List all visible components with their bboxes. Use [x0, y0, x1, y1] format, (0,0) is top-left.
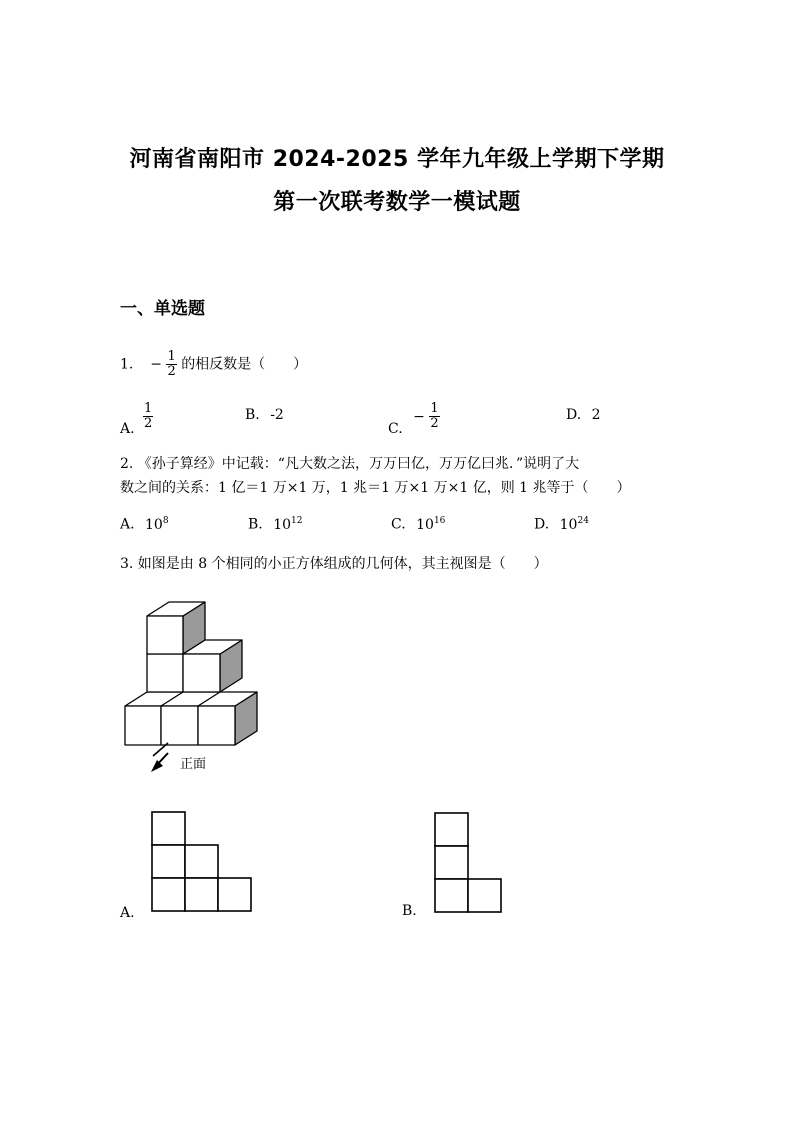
- q2-option-d: [534, 516, 589, 533]
- title-line-2: 第一次联考数学一模试题: [273, 190, 521, 215]
- q3-option-a-figure: [150, 810, 254, 914]
- q3-option-a-label: A.: [120, 905, 135, 921]
- cube-front-top: [147, 616, 183, 654]
- option-base: 10: [416, 516, 434, 533]
- minus-sign: −: [413, 408, 425, 425]
- question-1: [120, 350, 307, 379]
- cube-front-middle-2: [183, 654, 220, 692]
- question-text: 的相反数是（ ）: [181, 356, 308, 373]
- option-label: B.: [245, 407, 260, 423]
- fraction-denominator: 2: [144, 416, 153, 431]
- option-base: 10: [145, 516, 163, 533]
- option-label: C.: [388, 420, 403, 437]
- option-fraction: [143, 402, 153, 431]
- title-line-1: 河南省南阳市 2024-2025 学年九年级上学期下学期: [129, 147, 665, 172]
- fraction-numerator: 1: [167, 349, 176, 364]
- front-label: 正面: [180, 757, 207, 772]
- fraction-numerator: 1: [144, 401, 153, 416]
- question-line-2: 数之间的关系：1 亿＝1 万×1 万，1 兆＝1 万×1 万×1 亿，则 1 兆等于（ ）: [120, 480, 631, 496]
- option-label: C.: [391, 516, 406, 533]
- fraction-denominator: 2: [167, 364, 176, 379]
- option-exponent: 16: [433, 516, 446, 526]
- fraction-numerator: 1: [430, 401, 439, 416]
- q3-option-b-figure: [433, 811, 505, 915]
- question-number: 1.: [120, 356, 134, 373]
- q1-option-c: [388, 401, 440, 437]
- option-exponent: 8: [162, 516, 169, 526]
- question-line-1: 2. 《孙子算经》中记载：“凡大数之法，万万曰亿，万万亿曰兆．”说明了大: [120, 456, 580, 472]
- q1-option-b: [245, 407, 284, 423]
- q1-option-a: [120, 401, 153, 437]
- question-3: 3. 如图是由 8 个相同的小正方体组成的几何体，其主视图是（ ）: [120, 556, 548, 572]
- option-value: -2: [270, 407, 284, 423]
- option-label: A.: [120, 516, 135, 533]
- q2-option-a: [120, 516, 169, 533]
- option-fraction: [429, 402, 439, 431]
- cube-front-middle-1: [147, 654, 183, 692]
- q1-option-d: [566, 407, 601, 423]
- option-exponent: 24: [577, 516, 589, 526]
- section-heading: 一、单选题: [120, 299, 205, 319]
- cube-front-bottom-2: [161, 706, 198, 745]
- q3-option-b-label: B.: [402, 903, 417, 919]
- cube-top-bottom-row: [125, 692, 257, 706]
- minus-sign: −: [150, 356, 162, 373]
- fraction-denominator: 2: [430, 416, 439, 431]
- option-base: 10: [273, 516, 292, 533]
- option-label: B.: [248, 516, 263, 533]
- option-label: A.: [120, 420, 135, 437]
- cube-front-bottom-1: [125, 706, 161, 745]
- fraction: [166, 350, 176, 379]
- question-2: [120, 452, 680, 500]
- cube-front-bottom-3: [198, 706, 235, 745]
- option-value: 2: [591, 407, 601, 423]
- option-label: D.: [566, 407, 582, 423]
- front-arrow-icon: [151, 743, 168, 772]
- option-exponent: 12: [291, 516, 303, 526]
- option-base: 10: [559, 516, 578, 533]
- option-label: D.: [534, 516, 550, 533]
- q2-option-c: [391, 516, 445, 533]
- q2-option-b: [248, 516, 302, 533]
